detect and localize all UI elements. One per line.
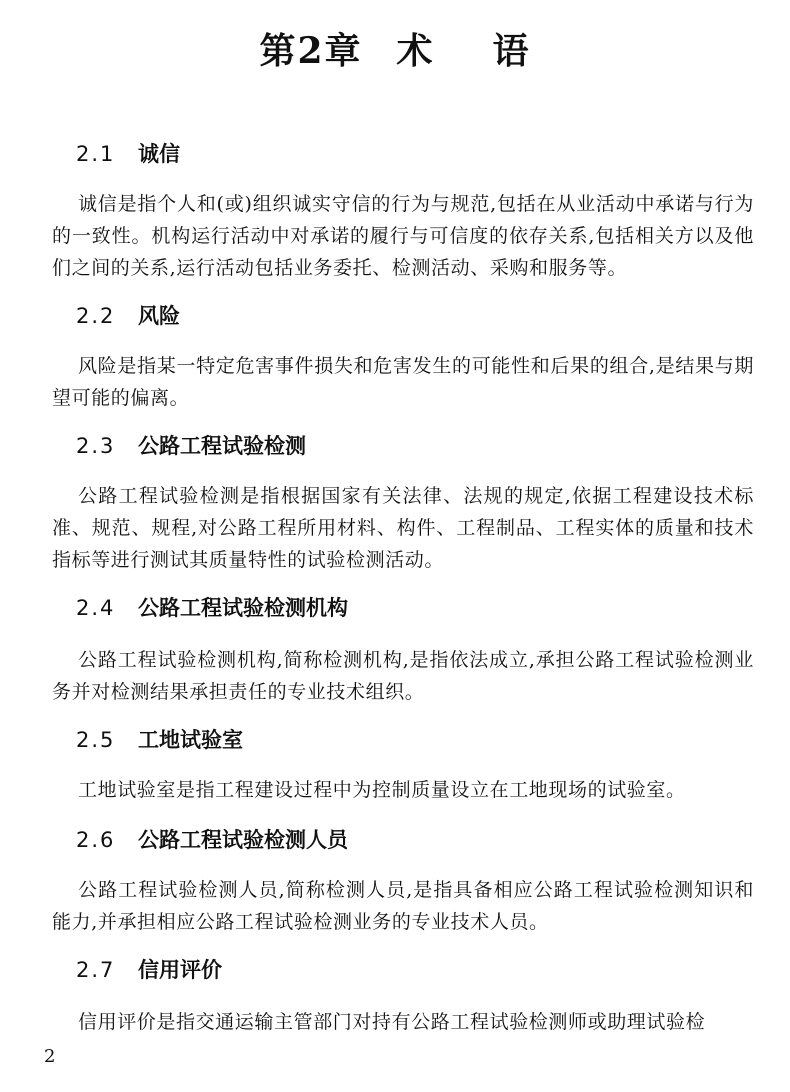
section-text-2-1: 诚信是指个人和(或)组织诚实守信的行为与规范,包括在从业活动中承诺与行为的一致性。机构运行活动中对承诺的履行与可信度的依存关系,包括相关方以及他们之间的关系,运行活动包括业务委托、检测活动、采购和服务等。 [52,193,754,279]
chapter-title [0,30,790,73]
section-title: 公路工程试验检测 [138,434,306,458]
section-number: 2.4 [76,596,116,620]
section-number: 2.7 [76,958,116,982]
section-text-2-4: 公路工程试验检测机构,简称检测机构,是指依法成立,承担公路工程试验检测业务并对检测结果承担责任的专业技术组织。 [52,649,754,703]
section-heading-2-5 [76,728,754,753]
section-heading-2-4 [76,596,754,621]
section-title: 信用评价 [138,958,222,982]
chapter-title-char-1: 术 [396,30,435,72]
page-number: 2 [44,1046,56,1067]
section-number: 2.3 [76,434,116,458]
chapter-number: 第2章 [259,30,363,72]
section-text-2-3: 公路工程试验检测是指根据国家有关法律、法规的规定,依据工程建设技术标准、规范、规程,对公路工程所用材料、构件、工程制品、工程实体的质量和技术指标等进行测试其质量特性的试验检测活动。 [52,485,754,571]
section-heading-2-3 [76,434,754,459]
section-number: 2.6 [76,828,116,852]
section-number: 2.2 [76,304,116,328]
section-title: 工地试验室 [138,728,243,752]
chapter-title-char-2: 语 [492,30,531,72]
section-title: 风险 [138,304,180,328]
section-number: 2.5 [76,728,116,752]
section-text-2-6: 公路工程试验检测人员,简称检测人员,是指具备相应公路工程试验检测知识和能力,并承担相应公路工程试验检测业务的专业技术人员。 [52,879,754,933]
section-title: 公路工程试验检测人员 [138,828,348,852]
section-text-2-5: 工地试验室是指工程建设过程中为控制质量设立在工地现场的试验室。 [78,779,686,801]
section-text-2-7: 信用评价是指交通运输主管部门对持有公路工程试验检测师或助理试验检 [78,1011,706,1033]
section-number: 2.1 [76,142,116,166]
section-heading-2-7 [76,958,754,983]
section-title: 诚信 [138,142,180,166]
section-text-2-2: 风险是指某一特定危害事件损失和危害发生的可能性和后果的组合,是结果与期望可能的偏离。 [52,355,754,409]
section-heading-2-2 [76,304,754,329]
section-heading-2-6 [76,828,754,853]
section-title: 公路工程试验检测机构 [138,596,348,620]
section-heading-2-1 [76,142,754,167]
